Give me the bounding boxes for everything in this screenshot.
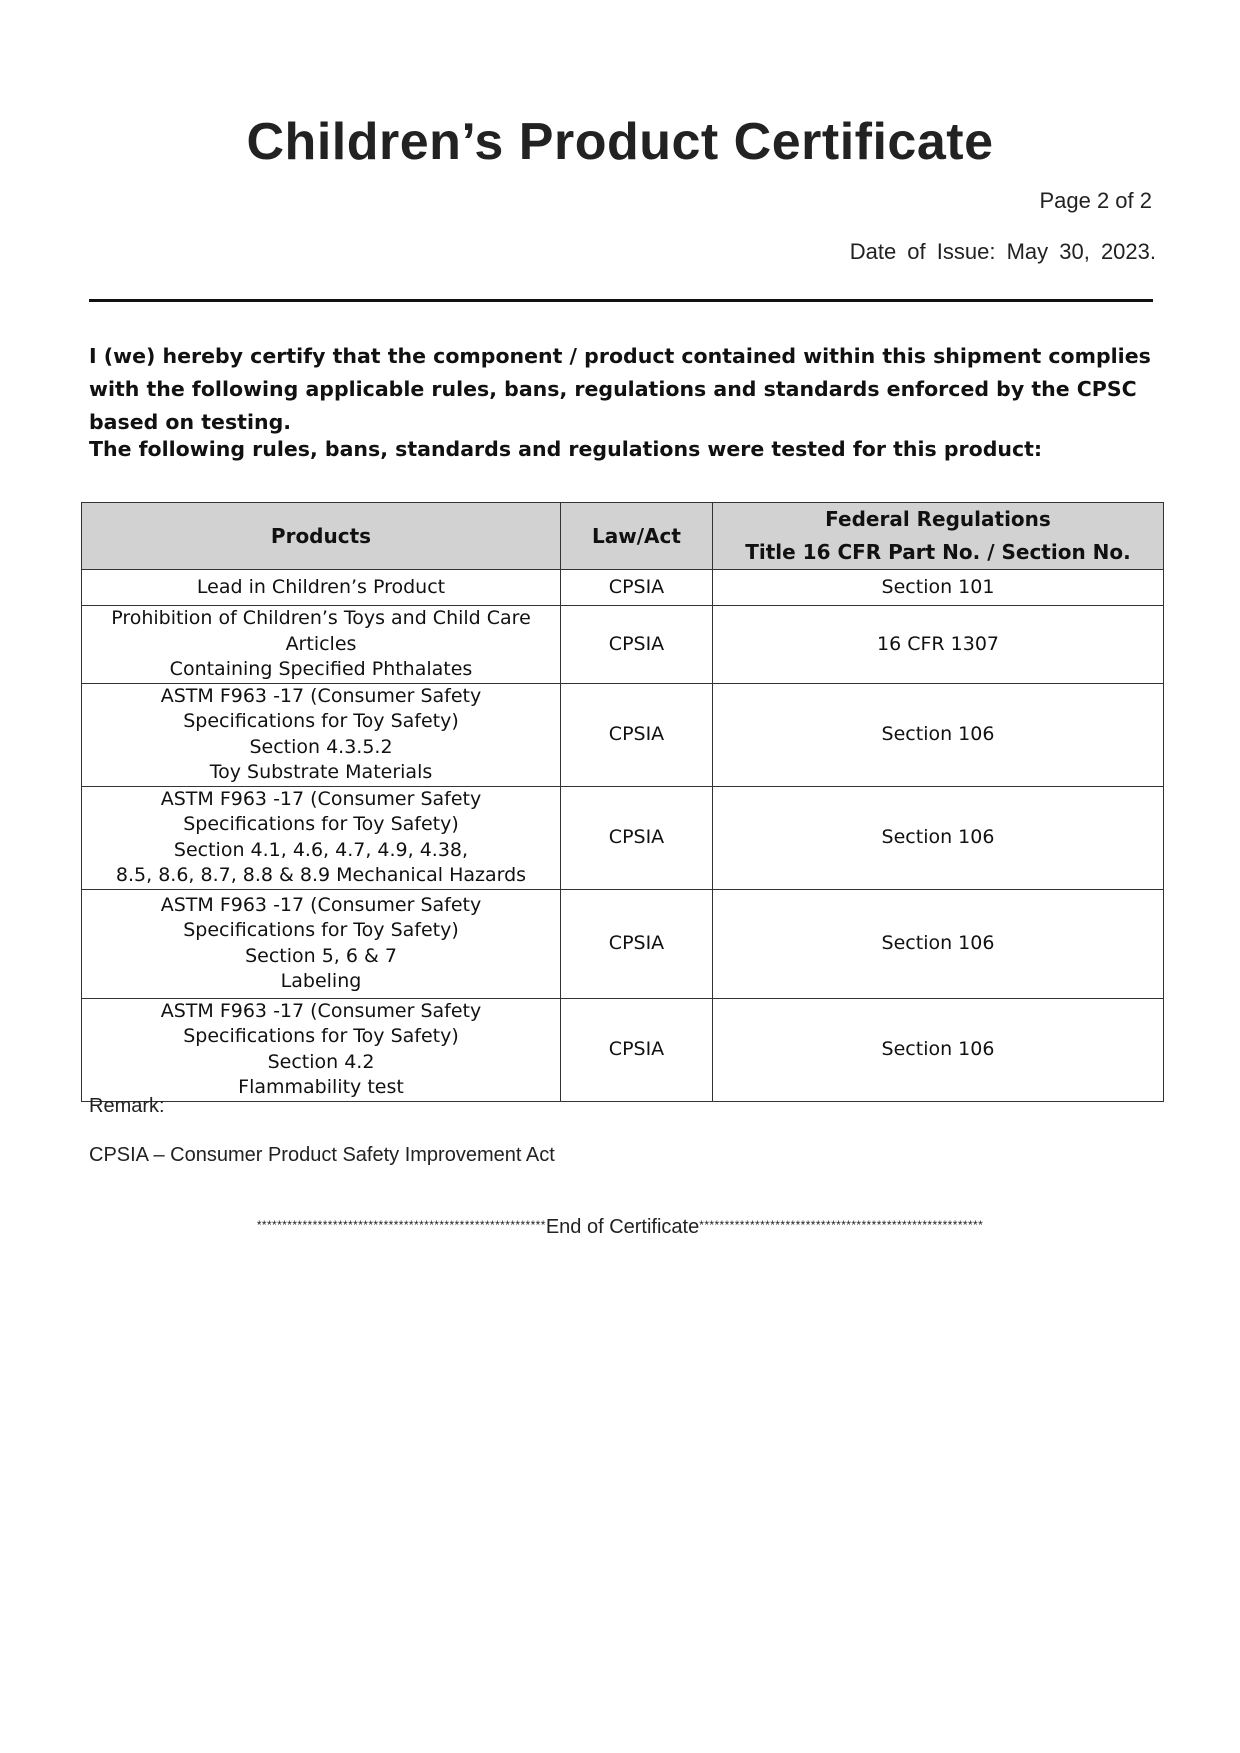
stars-left: ********************************************************* <box>256 1218 546 1232</box>
stars-right: ******************************************************** <box>699 1218 984 1232</box>
section-cell: Section 106 <box>713 786 1164 889</box>
table-row <box>82 998 1164 1101</box>
certification-statement: I (we) hereby certify that the component / product contained within this shipment complies with the following applicable rules, bans, regulations and standards enforced by the CPSC based on testing. <box>89 344 1151 434</box>
law-cell: CPSIA <box>561 889 713 998</box>
law-cell: CPSIA <box>561 570 713 606</box>
law-cell: CPSIA <box>561 683 713 786</box>
tested-rules-intro: The following rules, bans, standards and regulations were tested for this product: <box>89 437 1043 461</box>
product-line: 8.5, 8.6, 8.7, 8.8 & 8.9 Mechanical Hazards <box>115 864 527 886</box>
table-row <box>82 683 1164 786</box>
law-cell: CPSIA <box>561 786 713 889</box>
product-cell <box>82 889 561 998</box>
product-line: ASTM F963 -17 (Consumer Safety <box>160 684 482 707</box>
product-line: Section 4.2 <box>267 1050 375 1073</box>
table-row <box>82 606 1164 684</box>
product-line: Toy Substrate Materials <box>209 761 433 783</box>
header-law-act: Law/Act <box>561 503 713 570</box>
certificate-title: Children’s Product Certificate <box>246 113 994 171</box>
table-row <box>82 786 1164 889</box>
product-line: ASTM F963 -17 (Consumer Safety <box>160 893 482 916</box>
table-row <box>82 889 1164 998</box>
section-cell: Section 106 <box>713 998 1164 1101</box>
product-cell <box>82 683 561 786</box>
remark-label: Remark: <box>89 1095 165 1117</box>
header-products: Products <box>82 503 561 570</box>
law-cell: CPSIA <box>561 998 713 1101</box>
product-cell <box>82 606 561 684</box>
product-line: Prohibition of Children’s Toys and Child Care Articles <box>111 607 531 655</box>
header-federal-line2: Title 16 CFR Part No. / Section No. <box>745 540 1131 564</box>
section-cell: 16 CFR 1307 <box>713 606 1164 684</box>
end-text: End of Certificate <box>545 1216 700 1238</box>
product-line: ASTM F963 -17 (Consumer Safety <box>160 787 482 810</box>
product-cell <box>82 570 561 606</box>
table-row <box>82 570 1164 606</box>
section-cell: Section 101 <box>713 570 1164 606</box>
header-federal-line1: Federal Regulations <box>825 507 1051 531</box>
section-cell: Section 106 <box>713 683 1164 786</box>
product-line: ASTM F963 -17 (Consumer Safety <box>160 999 482 1022</box>
product-line: Section 5, 6 & 7 <box>245 944 397 967</box>
product-line: Section 4.3.5.2 <box>249 735 393 758</box>
product-line: Flammability test <box>238 1076 404 1098</box>
product-line: Section 4.1, 4.6, 4.7, 4.9, 4.38, <box>173 838 469 861</box>
table-header-row <box>82 503 1164 570</box>
end-of-certificate <box>0 1216 1240 1239</box>
header-divider <box>89 299 1153 302</box>
remark-text: CPSIA – Consumer Product Safety Improvement Act <box>89 1144 555 1166</box>
law-cell: CPSIA <box>561 606 713 684</box>
product-line: Specifications for Toy Safety) <box>183 1025 459 1047</box>
section-cell: Section 106 <box>713 889 1164 998</box>
date-of-issue: Date of Issue: May 30, 2023. <box>849 239 1156 264</box>
header-federal-regulations <box>713 503 1164 570</box>
product-line: Specifications for Toy Safety) <box>183 919 459 941</box>
product-line: Specifications for Toy Safety) <box>183 813 459 835</box>
product-line: Containing Specified Phthalates <box>169 658 473 680</box>
product-cell <box>82 786 561 889</box>
product-line: Lead in Children’s Product <box>196 575 446 598</box>
product-line: Specifications for Toy Safety) <box>183 710 459 732</box>
product-cell <box>82 998 561 1101</box>
page-number: Page 2 of 2 <box>1039 188 1152 213</box>
regulations-table <box>81 502 1164 1102</box>
product-line: Labeling <box>280 970 362 992</box>
